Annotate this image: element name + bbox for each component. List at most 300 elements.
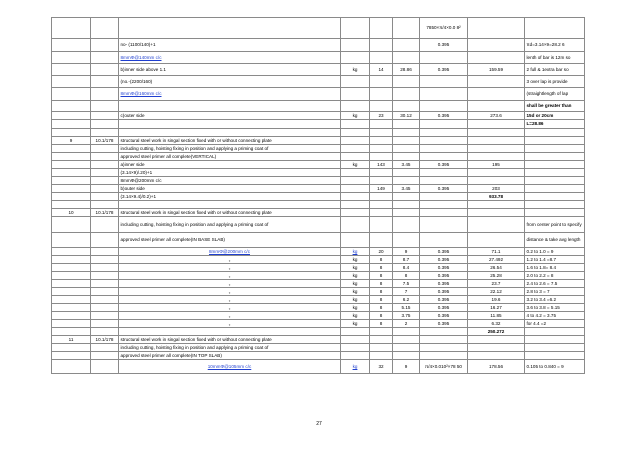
cell-qty: 8 xyxy=(370,304,393,312)
table-row xyxy=(52,64,585,76)
table-row xyxy=(52,88,585,101)
cell-unit xyxy=(341,336,370,344)
cell-amount xyxy=(468,217,525,233)
cell-length xyxy=(393,88,420,101)
cell-item-no xyxy=(52,264,91,272)
cell-qty xyxy=(370,153,393,161)
cell-remarks xyxy=(525,209,585,217)
cell-description: 8mmΦ@200mm c/c xyxy=(119,177,341,185)
cell-qty xyxy=(370,120,393,129)
cell-qty xyxy=(370,328,393,336)
cell-ref xyxy=(91,185,119,193)
cell-item-no xyxy=(52,52,91,64)
cell-ref xyxy=(91,145,119,153)
cell-item-no xyxy=(52,312,91,320)
cell-remarks: lenth of bar is 12m so xyxy=(525,52,585,64)
cell-ref: 10.1/178 xyxy=(91,336,119,344)
table-row xyxy=(52,352,585,360)
cell-item-no xyxy=(52,88,91,101)
cell-weight-factor xyxy=(420,328,468,336)
cell-qty xyxy=(370,201,393,209)
cell-remarks xyxy=(525,145,585,153)
cell-remarks: 2.8 to 3 = 7 xyxy=(525,288,585,296)
cell-item-no xyxy=(52,328,91,336)
cell-length: 7.5 xyxy=(393,280,420,288)
cell-weight-factor: 0.395 xyxy=(420,256,468,264)
cell-item-no xyxy=(52,161,91,169)
cell-weight-factor: 0.395 xyxy=(420,288,468,296)
cell-qty xyxy=(370,217,393,233)
cell-unit: kg xyxy=(341,304,370,312)
cell-item-no xyxy=(52,169,91,177)
cell-remarks xyxy=(525,169,585,177)
cell-weight-factor: 0.395 xyxy=(420,161,468,169)
cell-item-no xyxy=(52,256,91,264)
cell-unit xyxy=(341,185,370,193)
cell-weight-factor: 0.395 xyxy=(420,312,468,320)
table-row xyxy=(52,169,585,177)
cell-item-no xyxy=(52,145,91,153)
cell-ref xyxy=(91,312,119,320)
cell-remarks: distance & take avg length xyxy=(525,233,585,248)
cell-ref xyxy=(91,288,119,296)
cell-qty: 8 xyxy=(370,256,393,264)
cell-description: „ xyxy=(119,264,341,272)
cell-unit xyxy=(341,18,370,39)
cell-unit: kg xyxy=(341,264,370,272)
cell-weight-factor xyxy=(420,137,468,145)
cell-unit: kg xyxy=(341,288,370,296)
cell-unit: kg xyxy=(341,161,370,169)
cell-amount xyxy=(468,209,525,217)
cell-remarks: 0.105 to 0.840 = 9 xyxy=(525,360,585,374)
cell-amount: 250.272 xyxy=(468,328,525,336)
cell-unit xyxy=(341,101,370,112)
table-row xyxy=(52,193,585,201)
cell-weight-factor xyxy=(420,336,468,344)
cell-amount: 203 xyxy=(468,185,525,193)
cell-ref xyxy=(91,18,119,39)
cell-length xyxy=(393,217,420,233)
cell-qty xyxy=(370,129,393,137)
cell-ref xyxy=(91,296,119,304)
cell-length xyxy=(393,193,420,201)
cell-ref xyxy=(91,129,119,137)
cell-remarks xyxy=(525,336,585,344)
cell-amount xyxy=(468,18,525,39)
cell-item-no xyxy=(52,185,91,193)
cell-description xyxy=(119,129,341,137)
cell-ref xyxy=(91,344,119,352)
cell-qty xyxy=(370,52,393,64)
cell-amount: 71.1 xyxy=(468,248,525,256)
table-row xyxy=(52,320,585,328)
cell-remarks xyxy=(525,185,585,193)
table-row xyxy=(52,76,585,88)
cell-qty: 149 xyxy=(370,185,393,193)
cell-ref xyxy=(91,304,119,312)
cell-item-no: 9 xyxy=(52,137,91,145)
cell-item-no: 10 xyxy=(52,209,91,217)
cell-ref: 10.1/178 xyxy=(91,137,119,145)
cell-unit xyxy=(341,129,370,137)
cell-remarks xyxy=(525,201,585,209)
cell-length xyxy=(393,153,420,161)
cell-item-no xyxy=(52,201,91,209)
cell-description: 8mmΦ@200mm c/c xyxy=(119,248,341,256)
cell-description: no- (1100/140)+1 xyxy=(119,39,341,52)
cell-remarks: 4 to 4.2 = 3.75 xyxy=(525,312,585,320)
cell-weight-factor xyxy=(420,344,468,352)
table-row xyxy=(52,52,585,64)
cell-qty: 8 xyxy=(370,288,393,296)
cell-qty: 23 xyxy=(370,112,393,120)
cell-length xyxy=(393,233,420,248)
cell-qty xyxy=(370,169,393,177)
table-row xyxy=(52,201,585,209)
cell-ref xyxy=(91,201,119,209)
cell-weight-factor xyxy=(420,120,468,129)
cell-remarks xyxy=(525,153,585,161)
table-row xyxy=(52,101,585,112)
cell-item-no xyxy=(52,120,91,129)
cell-ref: 10.1/178 xyxy=(91,209,119,217)
cell-ref xyxy=(91,52,119,64)
cell-qty: 20 xyxy=(370,248,393,256)
cell-item-no xyxy=(52,352,91,360)
cell-weight-factor: 0.395 xyxy=(420,248,468,256)
cell-weight-factor xyxy=(420,201,468,209)
cell-item-no xyxy=(52,177,91,185)
cell-amount xyxy=(468,233,525,248)
cell-length xyxy=(393,120,420,129)
table-row xyxy=(52,272,585,280)
cell-description: structural steel work in singal section fixed with or without connecting plate xyxy=(119,336,341,344)
cell-description: b)inner side above 1.1 xyxy=(119,64,341,76)
table-row xyxy=(52,120,585,129)
cell-ref xyxy=(91,112,119,120)
cell-ref xyxy=(91,161,119,169)
cell-remarks xyxy=(525,129,585,137)
cell-weight-factor xyxy=(420,52,468,64)
cell-amount xyxy=(468,177,525,185)
cell-unit xyxy=(341,145,370,153)
page-number: 27 xyxy=(316,421,322,427)
cell-ref xyxy=(91,88,119,101)
table-row xyxy=(52,209,585,217)
cell-qty xyxy=(370,344,393,352)
cell-amount: 159.59 xyxy=(468,64,525,76)
cell-remarks xyxy=(525,344,585,352)
cell-amount: 22.12 xyxy=(468,288,525,296)
cell-unit: kg xyxy=(341,312,370,320)
cell-length xyxy=(393,336,420,344)
cell-description: „ xyxy=(119,256,341,264)
cell-unit xyxy=(341,153,370,161)
cell-unit: kg xyxy=(341,64,370,76)
table-row xyxy=(52,39,585,52)
table-row xyxy=(52,112,585,120)
estimate-table xyxy=(51,17,585,374)
cell-length xyxy=(393,201,420,209)
cell-qty xyxy=(370,76,393,88)
cell-unit: kg xyxy=(341,296,370,304)
cell-qty xyxy=(370,193,393,201)
table-row xyxy=(52,248,585,256)
cell-weight-factor: 0.395 xyxy=(420,112,468,120)
cell-length: 8 xyxy=(393,272,420,280)
cell-remarks: 2 full & 1extra bar so xyxy=(525,64,585,76)
cell-weight-factor xyxy=(420,217,468,233)
cell-ref xyxy=(91,328,119,336)
cell-amount xyxy=(468,169,525,177)
cell-weight-factor xyxy=(420,145,468,153)
cell-weight-factor xyxy=(420,233,468,248)
cell-item-no xyxy=(52,153,91,161)
cell-description xyxy=(119,201,341,209)
cell-qty xyxy=(370,88,393,101)
cell-remarks: 2.0 to 2.2 = 8 xyxy=(525,272,585,280)
cell-description: „ xyxy=(119,320,341,328)
cell-unit xyxy=(341,76,370,88)
cell-unit xyxy=(341,352,370,360)
cell-item-no xyxy=(52,320,91,328)
cell-unit: kg xyxy=(341,360,370,374)
cell-weight-factor: 7850×π/4×0.0 8² xyxy=(420,18,468,39)
table-row xyxy=(52,264,585,272)
cell-description: „ xyxy=(119,272,341,280)
cell-qty xyxy=(370,209,393,217)
cell-item-no xyxy=(52,280,91,288)
cell-unit xyxy=(341,169,370,177)
cell-description: a)inner side xyxy=(119,161,341,169)
cell-length: 28.86 xyxy=(393,64,420,76)
cell-remarks xyxy=(525,177,585,185)
cell-unit: kg xyxy=(341,112,370,120)
cell-weight-factor: 0.395 xyxy=(420,296,468,304)
cell-description: „ xyxy=(119,288,341,296)
cell-qty xyxy=(370,233,393,248)
cell-amount xyxy=(468,52,525,64)
table-row xyxy=(52,145,585,153)
table-row xyxy=(52,18,585,39)
cell-weight-factor: π/4×0.010²×78 50 xyxy=(420,360,468,374)
cell-description: (3.14×9)/.20)+1 xyxy=(119,169,341,177)
cell-item-no xyxy=(52,360,91,374)
table-row xyxy=(52,256,585,264)
cell-amount xyxy=(468,145,525,153)
cell-item-no xyxy=(52,217,91,233)
cell-remarks: L=28.86 xyxy=(525,120,585,129)
cell-weight-factor xyxy=(420,101,468,112)
cell-description: „ xyxy=(119,312,341,320)
cell-amount xyxy=(468,129,525,137)
cell-remarks: 3.6 to 3.8 = 5.15 xyxy=(525,304,585,312)
cell-amount: 6.32 xyxy=(468,320,525,328)
cell-qty: 8 xyxy=(370,296,393,304)
cell-ref xyxy=(91,120,119,129)
cell-item-no xyxy=(52,193,91,201)
cell-amount: 23.7 xyxy=(468,280,525,288)
cell-description xyxy=(119,328,341,336)
cell-unit xyxy=(341,137,370,145)
table-row xyxy=(52,336,585,344)
cell-unit: kg xyxy=(341,272,370,280)
cell-length: 8.7 xyxy=(393,256,420,264)
cell-qty xyxy=(370,39,393,52)
cell-weight-factor: 0.395 xyxy=(420,304,468,312)
cell-description: 8mmΦ@160mm c/c xyxy=(119,88,341,101)
cell-remarks xyxy=(525,18,585,39)
cell-qty: 143 xyxy=(370,161,393,169)
cell-weight-factor xyxy=(420,76,468,88)
cell-item-no xyxy=(52,304,91,312)
cell-ref xyxy=(91,360,119,374)
cell-description: b)outer side xyxy=(119,185,341,193)
cell-item-no xyxy=(52,233,91,248)
cell-length: 7 xyxy=(393,288,420,296)
cell-item-no xyxy=(52,18,91,39)
cell-ref xyxy=(91,272,119,280)
cell-qty: 14 xyxy=(370,64,393,76)
cell-amount: 19.6 xyxy=(468,296,525,304)
cell-unit xyxy=(341,344,370,352)
cell-ref xyxy=(91,177,119,185)
table-row xyxy=(52,304,585,312)
cell-unit: kg xyxy=(341,256,370,264)
cell-unit xyxy=(341,52,370,64)
cell-qty: 32 xyxy=(370,360,393,374)
cell-amount: 26.54 xyxy=(468,264,525,272)
cell-weight-factor: 0.395 xyxy=(420,39,468,52)
cell-weight-factor: 0.395 xyxy=(420,185,468,193)
cell-amount xyxy=(468,137,525,145)
cell-remarks: 2.4 to 2.6 = 7.5 xyxy=(525,280,585,288)
cell-description: approved steel primer all complete(VERTICAL) xyxy=(119,153,341,161)
cell-item-no xyxy=(52,64,91,76)
cell-length xyxy=(393,177,420,185)
cell-qty: 8 xyxy=(370,280,393,288)
cell-item-no: 11 xyxy=(52,336,91,344)
table-row xyxy=(52,153,585,161)
cell-amount xyxy=(468,88,525,101)
cell-item-no xyxy=(52,101,91,112)
cell-unit xyxy=(341,233,370,248)
cell-length xyxy=(393,76,420,88)
cell-ref xyxy=(91,256,119,264)
cell-weight-factor xyxy=(420,177,468,185)
cell-weight-factor xyxy=(420,153,468,161)
cell-unit xyxy=(341,201,370,209)
cell-unit: kg xyxy=(341,248,370,256)
cell-description: (no.-(2200/160) xyxy=(119,76,341,88)
cell-weight-factor: 0.395 xyxy=(420,320,468,328)
cell-remarks xyxy=(525,137,585,145)
cell-description: 8mmΦ@140mm c/c xyxy=(119,52,341,64)
cell-item-no xyxy=(52,296,91,304)
cell-remarks: (straightlength of lap xyxy=(525,88,585,101)
cell-length xyxy=(393,145,420,153)
cell-length xyxy=(393,169,420,177)
cell-weight-factor: 0.395 xyxy=(420,272,468,280)
cell-remarks: for 4.4 =2 xyxy=(525,320,585,328)
cell-length: 2 xyxy=(393,320,420,328)
cell-item-no xyxy=(52,112,91,120)
cell-amount: 11.85 xyxy=(468,312,525,320)
cell-weight-factor xyxy=(420,88,468,101)
cell-weight-factor xyxy=(420,209,468,217)
cell-length xyxy=(393,344,420,352)
cell-length: 9 xyxy=(393,360,420,374)
cell-description: c)outer side xyxy=(119,112,341,120)
cell-weight-factor xyxy=(420,193,468,201)
cell-amount xyxy=(468,39,525,52)
cell-qty xyxy=(370,101,393,112)
cell-amount xyxy=(468,344,525,352)
cell-item-no xyxy=(52,39,91,52)
cell-remarks: πd=3.14×9=28.2 6 xyxy=(525,39,585,52)
cell-length: 9 xyxy=(393,248,420,256)
cell-ref xyxy=(91,64,119,76)
cell-length xyxy=(393,352,420,360)
cell-length: 3.75 xyxy=(393,312,420,320)
cell-item-no xyxy=(52,248,91,256)
cell-remarks: 3.2 to 3.4 =6.2 xyxy=(525,296,585,304)
cell-unit xyxy=(341,328,370,336)
table-row xyxy=(52,328,585,336)
cell-description: including cutting, hoisting fixing in position and applying a priming coat of xyxy=(119,217,341,233)
cell-remarks xyxy=(525,328,585,336)
cell-qty: 8 xyxy=(370,272,393,280)
cell-item-no xyxy=(52,129,91,137)
cell-unit xyxy=(341,177,370,185)
cell-ref xyxy=(91,352,119,360)
cell-description: 10mmΦ@105mm c/c xyxy=(119,360,341,374)
cell-amount: 195 xyxy=(468,161,525,169)
table-row xyxy=(52,137,585,145)
cell-length xyxy=(393,18,420,39)
cell-qty xyxy=(370,18,393,39)
cell-remarks: 0.2 to 1.0 = 9 xyxy=(525,248,585,256)
cell-length xyxy=(393,137,420,145)
table-row xyxy=(52,360,585,374)
cell-amount xyxy=(468,76,525,88)
cell-ref xyxy=(91,101,119,112)
cell-description: structural steel work in singal section fixed with or without connecting plate xyxy=(119,209,341,217)
cell-remarks: 1.2 to 1.4 =8.7 xyxy=(525,256,585,264)
cell-description: „ xyxy=(119,280,341,288)
cell-amount: 933.78 xyxy=(468,193,525,201)
cell-item-no xyxy=(52,344,91,352)
cell-unit xyxy=(341,88,370,101)
cell-amount xyxy=(468,153,525,161)
cell-amount xyxy=(468,101,525,112)
cell-remarks xyxy=(525,352,585,360)
cell-length xyxy=(393,328,420,336)
table-row xyxy=(52,296,585,304)
cell-description: approved steel primer all complete(IN BASE SLAB) xyxy=(119,233,341,248)
cell-qty: 8 xyxy=(370,312,393,320)
cell-description xyxy=(119,101,341,112)
cell-weight-factor xyxy=(420,169,468,177)
cell-unit xyxy=(341,217,370,233)
cell-qty xyxy=(370,336,393,344)
cell-length xyxy=(393,209,420,217)
cell-weight-factor: 0.395 xyxy=(420,280,468,288)
cell-description: (3.14×9.4)/0.2)+1 xyxy=(119,193,341,201)
cell-amount xyxy=(468,352,525,360)
cell-weight-factor: 0.395 xyxy=(420,264,468,272)
